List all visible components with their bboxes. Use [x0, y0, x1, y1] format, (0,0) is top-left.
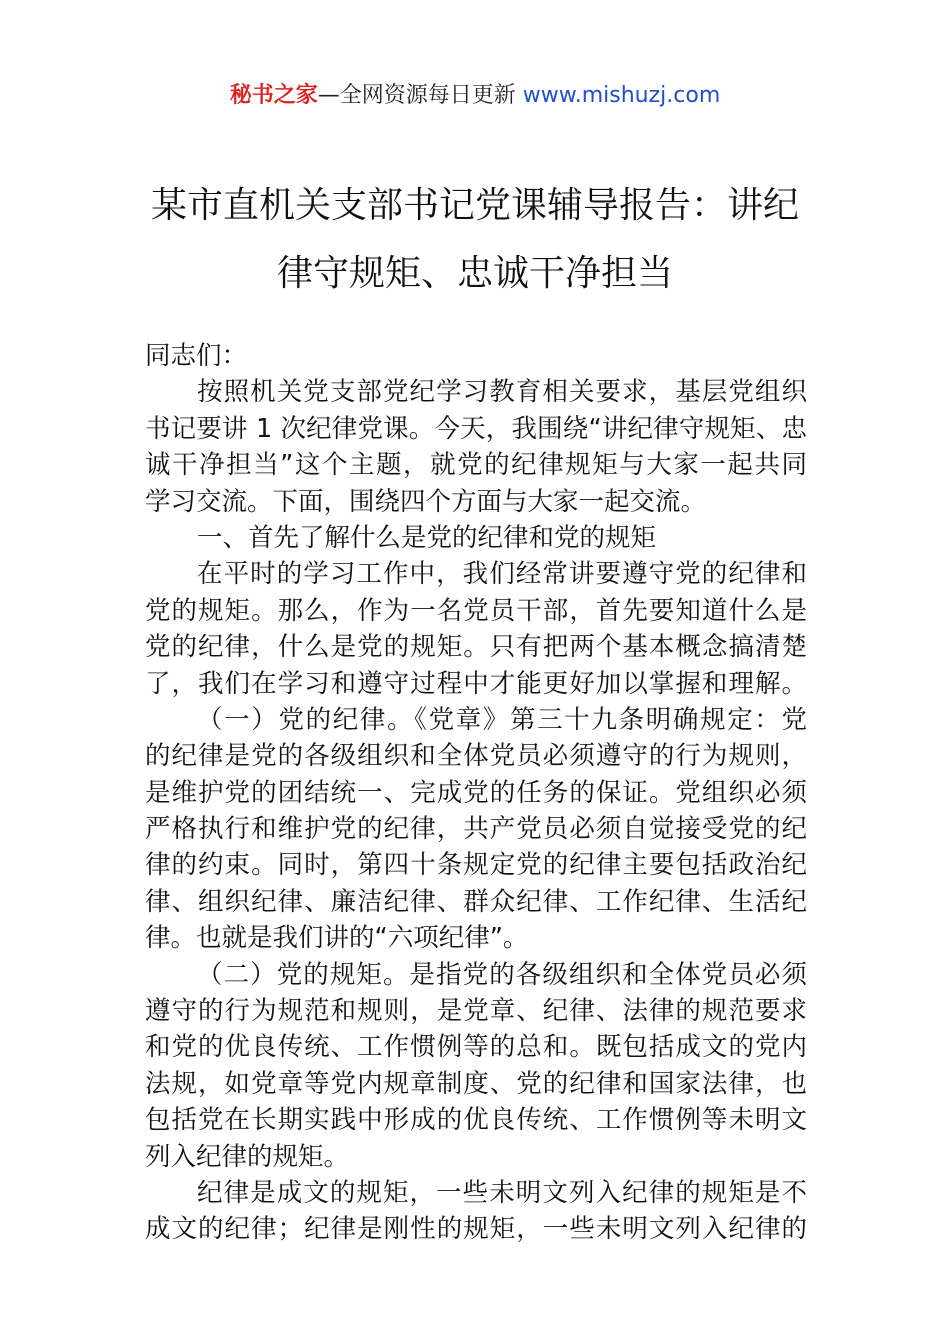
title-line-2: 律守规矩、忠诚干净担当 [276, 253, 673, 294]
body-line: 党的规矩。那么，作为一名党员干部，首先要知道什么是 [145, 595, 807, 626]
header-tagline: —全网资源每日更新 [317, 83, 523, 108]
body-line: 了，我们在学习和遵守过程中才能更好加以掌握和理解。 [145, 668, 807, 699]
header-url-link[interactable]: www.mishuzj.com [522, 83, 721, 108]
body-line: 按照机关党支部党纪学习教育相关要求，基层党组织 [197, 377, 807, 408]
body-line: （二）党的规矩。是指党的各级组织和全体党员必须 [197, 959, 807, 990]
body-line: 包括党在长期实践中形成的优良传统、工作惯例等未明文 [145, 1105, 807, 1136]
body-line: 和党的优良传统、工作惯例等的总和。既包括成文的党内 [145, 1032, 807, 1063]
body-line: 严格执行和维护党的纪律，共产党员必须自觉接受党的纪 [145, 814, 807, 845]
body-line: 的纪律是党的各级组织和全体党员必须遵守的行为规则， [145, 741, 807, 772]
body-line: 纪律是成文的规矩，一些未明文列入纪律的规矩是不 [197, 1177, 807, 1208]
body-line: 党的纪律，什么是党的规矩。只有把两个基本概念搞清楚 [145, 632, 807, 663]
body-line: 同志们： [145, 341, 248, 371]
document-body [145, 338, 807, 1248]
body-line: 学习交流。下面，围绕四个方面与大家一起交流。 [145, 486, 707, 517]
body-line: 遵守的行为规范和规则，是党章、纪律、法律的规范要求 [145, 996, 807, 1027]
title-line-1: 某市直机关支部书记党课辅导报告：讲纪 [150, 185, 799, 226]
body-line: 诚干净担当”这个主题，就党的纪律规矩与大家一起共同 [145, 450, 807, 481]
body-line: 律、组织纪律、廉洁纪律、群众纪律、工作纪律、生活纪 [145, 886, 807, 917]
header-brand: 秘书之家 [229, 83, 318, 108]
body-line: 成文的纪律；纪律是刚性的规矩，一些未明文列入纪律的 [145, 1214, 807, 1245]
body-line: 律。也就是我们讲的“六项纪律”。 [145, 923, 529, 954]
body-line: 法规，如党章等党内规章制度、党的纪律和国家法律，也 [145, 1068, 807, 1099]
body-line: 列入纪律的规矩。 [145, 1141, 350, 1172]
body-line: 书记要讲 1 次纪律党课。今天，我围绕“讲纪律守规矩、忠 [145, 413, 807, 444]
body-line: 在平时的学习工作中，我们经常讲要遵守党的纪律和 [197, 559, 807, 590]
body-line: 是维护党的团结统一、完成党的任务的保证。党组织必须 [145, 777, 807, 808]
body-line: 律的约束。同时，第四十条规定党的纪律主要包括政治纪 [145, 850, 807, 881]
page-header [0, 78, 950, 114]
body-line: （一）党的纪律。《党章》第三十九条明确规定：党 [197, 704, 807, 735]
body-line: 一、首先了解什么是党的纪律和党的规矩 [197, 522, 657, 553]
document-title [145, 172, 805, 308]
